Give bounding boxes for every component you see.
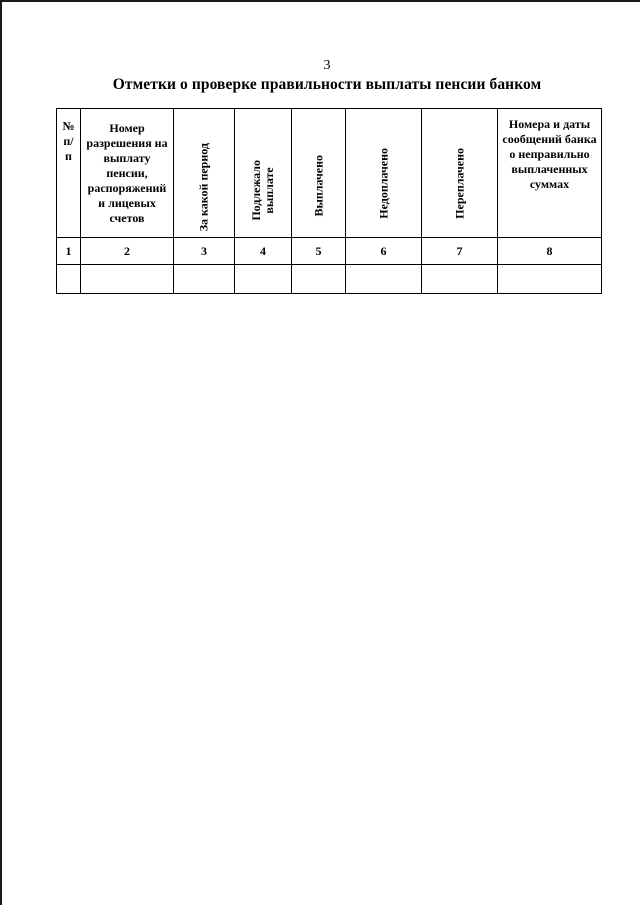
pension-check-table: [56, 108, 602, 294]
header-cell-paid: [292, 109, 346, 238]
header-cell-bank-messages: [498, 109, 602, 238]
header-cell-underpaid: [346, 109, 422, 238]
empty-cell: [292, 265, 346, 294]
column-number-cell: 2: [81, 238, 174, 265]
header-due-line2: выплате: [262, 167, 276, 214]
column-number-row: [57, 238, 602, 265]
header-overpaid-label: Переплачено: [452, 148, 466, 219]
page-edge-top: [0, 0, 640, 2]
empty-cell: [235, 265, 292, 294]
empty-data-row: [57, 265, 602, 294]
header-due-line1: Подлежало: [249, 160, 263, 221]
empty-cell: [81, 265, 174, 294]
column-number-cell: 5: [292, 238, 346, 265]
empty-cell: [422, 265, 498, 294]
header-permission-label: Номер разрешения на выплату пенсии, распоряжений и лицевых счетов: [86, 120, 168, 225]
header-cell-due: [235, 109, 292, 238]
header-cell-period: [174, 109, 235, 238]
header-number-label: № п/ п: [62, 119, 75, 163]
column-number-cell: 6: [346, 238, 422, 265]
column-number-cell: 7: [422, 238, 498, 265]
page-title: Отметки о проверке правильности выплаты пенсии банком: [112, 76, 542, 93]
empty-cell: [346, 265, 422, 294]
header-paid-label: Выплачено: [311, 155, 325, 217]
header-underpaid-label: Недоплачено: [376, 148, 390, 219]
header-bank-messages-label: Номера и даты сообщений банка о неправильно выплаченных суммах: [502, 117, 597, 191]
header-row: [57, 109, 602, 238]
page-edge-left: [0, 0, 2, 905]
column-number-cell: 8: [498, 238, 602, 265]
empty-cell: [498, 265, 602, 294]
empty-cell: [174, 265, 235, 294]
header-cell-permission: [81, 109, 174, 238]
column-number-cell: 1: [57, 238, 81, 265]
column-number-cell: 3: [174, 238, 235, 265]
header-due-label: [250, 160, 276, 221]
column-number-cell: 4: [235, 238, 292, 265]
header-cell-number: [57, 109, 81, 238]
header-period-label: За какой период: [196, 142, 211, 231]
header-cell-overpaid: [422, 109, 498, 238]
page-number: 3: [323, 58, 331, 73]
empty-cell: [57, 265, 81, 294]
